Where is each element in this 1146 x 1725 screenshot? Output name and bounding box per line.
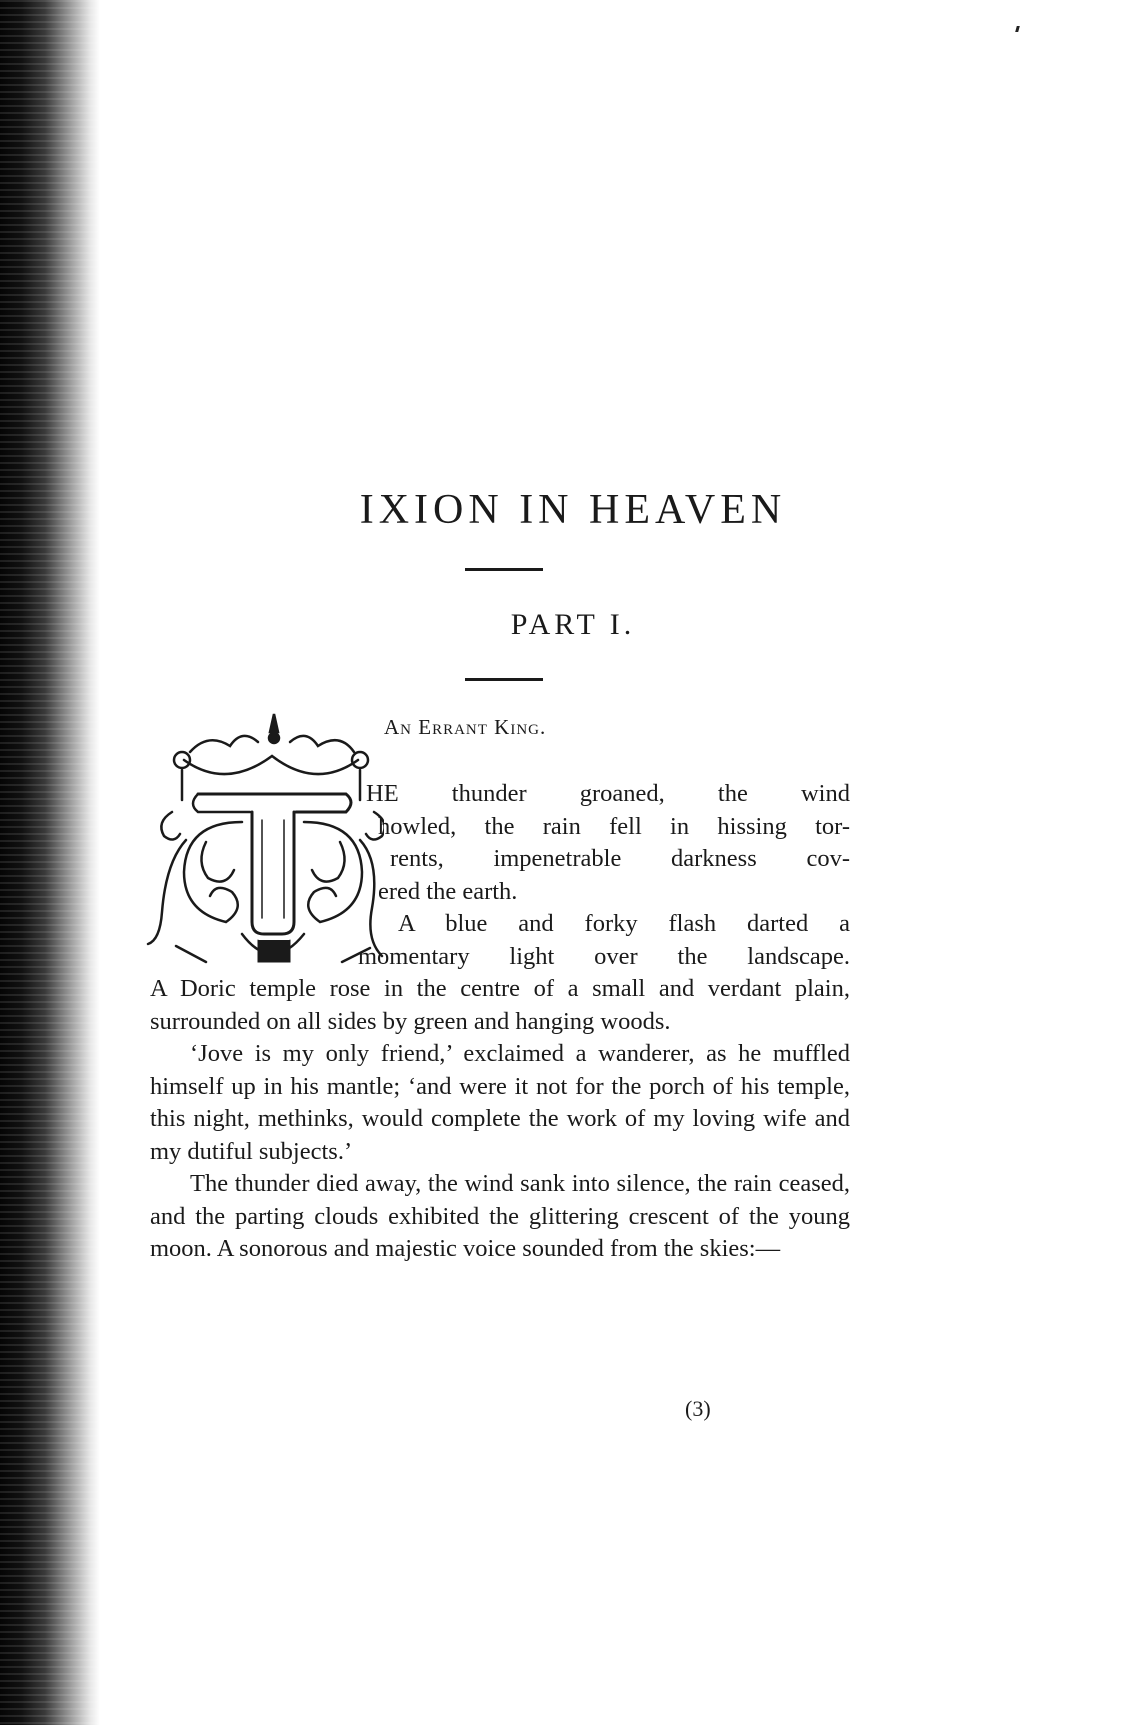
text-line: A blue and forky flash darted a — [398, 910, 850, 937]
paragraph: ‘Jove is my only friend,’ exclaimed a wanderer, as he muffled himself up in his mantle; ‘and were it not for the porch of his temple, this night, methinks, would complete the work of my loving wife and my dutiful subjects.’ — [150, 1040, 850, 1165]
text-line: rents, impenetrable darkness cov- — [390, 845, 850, 872]
text-line: momentary light over the landscape. — [358, 942, 850, 970]
text-line: HE thunder groaned, the wind — [366, 780, 850, 807]
title-rule — [465, 568, 543, 571]
ink-speck — [1015, 26, 1020, 32]
chapter-subtitle: An Errant King. — [384, 715, 547, 739]
paragraph: The thunder died away, the wind sank into silence, the rain ceased, and the parting clouds exhibited the glittering crescent of the young moon. A sonorous and majestic voice sounded from the skies:— — [150, 1170, 850, 1262]
text-line: howled, the rain fell in hissing tor- — [378, 812, 850, 840]
page-number: (3) — [685, 1396, 711, 1421]
page-title: IXION IN HEAVEN — [359, 487, 787, 533]
part-rule — [465, 678, 543, 681]
part-heading: PART I. — [510, 608, 636, 641]
book-binding-shadow — [0, 0, 100, 1725]
body-text — [150, 778, 850, 1266]
text-line: ered the earth. — [378, 877, 518, 905]
drop-cap-wrap-block — [150, 778, 850, 973]
paragraph: A Doric temple rose in the centre of a small and verdant plain, surrounded on all sides by green and hanging woods. — [150, 975, 850, 1035]
